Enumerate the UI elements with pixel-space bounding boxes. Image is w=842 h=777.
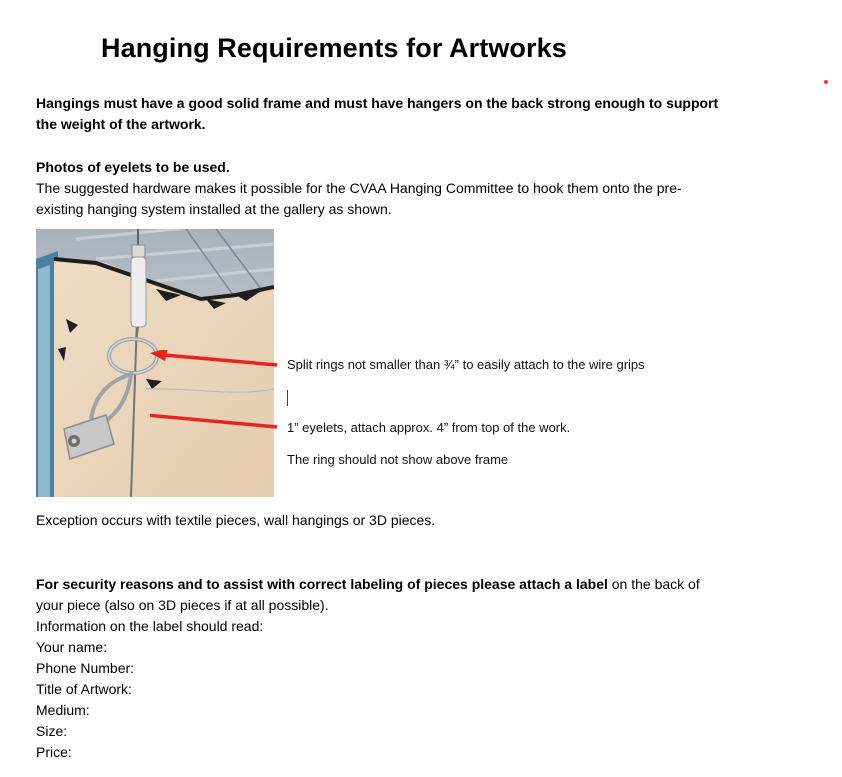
label-field-phone: Phone Number:	[36, 660, 135, 676]
label-field-title: Title of Artwork:	[36, 681, 132, 697]
text-cursor	[287, 390, 288, 406]
eyelets-line-1: The suggested hardware makes it possible for the CVAA Hanging Committee to hook them onto the pre-	[36, 180, 682, 196]
security-rest: on the back of	[607, 576, 700, 592]
ring-callout: The ring should not show above frame	[287, 452, 509, 467]
eyelets-callout: 1” eyelets, attach approx. 4” from top of the work.	[287, 420, 571, 435]
red-dot-mark	[824, 80, 828, 84]
eyelet-arrow	[150, 407, 277, 427]
split-ring-arrow	[150, 350, 277, 365]
page-title: Hanging Requirements for Artworks	[101, 33, 567, 63]
label-field-name: Your name:	[36, 639, 108, 655]
security-line-2: your piece (also on 3D pieces if at all possible).	[36, 597, 329, 613]
security-line-3: Information on the label should read:	[36, 618, 264, 634]
split-rings-callout: Split rings not smaller than ¾” to easily attach to the wire grips	[287, 357, 645, 372]
label-field-price: Price:	[36, 744, 72, 760]
eyelets-line-2: existing hanging system installed at the gallery as shown.	[36, 201, 392, 217]
security-line-1	[36, 574, 700, 595]
intro-line-2: the weight of the artwork.	[36, 116, 206, 132]
security-bold: For security reasons and to assist with correct labeling of pieces please attach a label	[36, 576, 608, 592]
intro-line-1: Hangings must have a good solid frame and must have hangers on the back strong enough to support	[36, 95, 719, 111]
pointer-arrows	[150, 350, 280, 434]
label-field-medium: Medium:	[36, 702, 90, 718]
eyelets-heading: Photos of eyelets to be used.	[36, 159, 230, 175]
label-field-size: Size:	[36, 723, 68, 739]
exception-text: Exception occurs with textile pieces, wall hangings or 3D pieces.	[36, 512, 436, 528]
